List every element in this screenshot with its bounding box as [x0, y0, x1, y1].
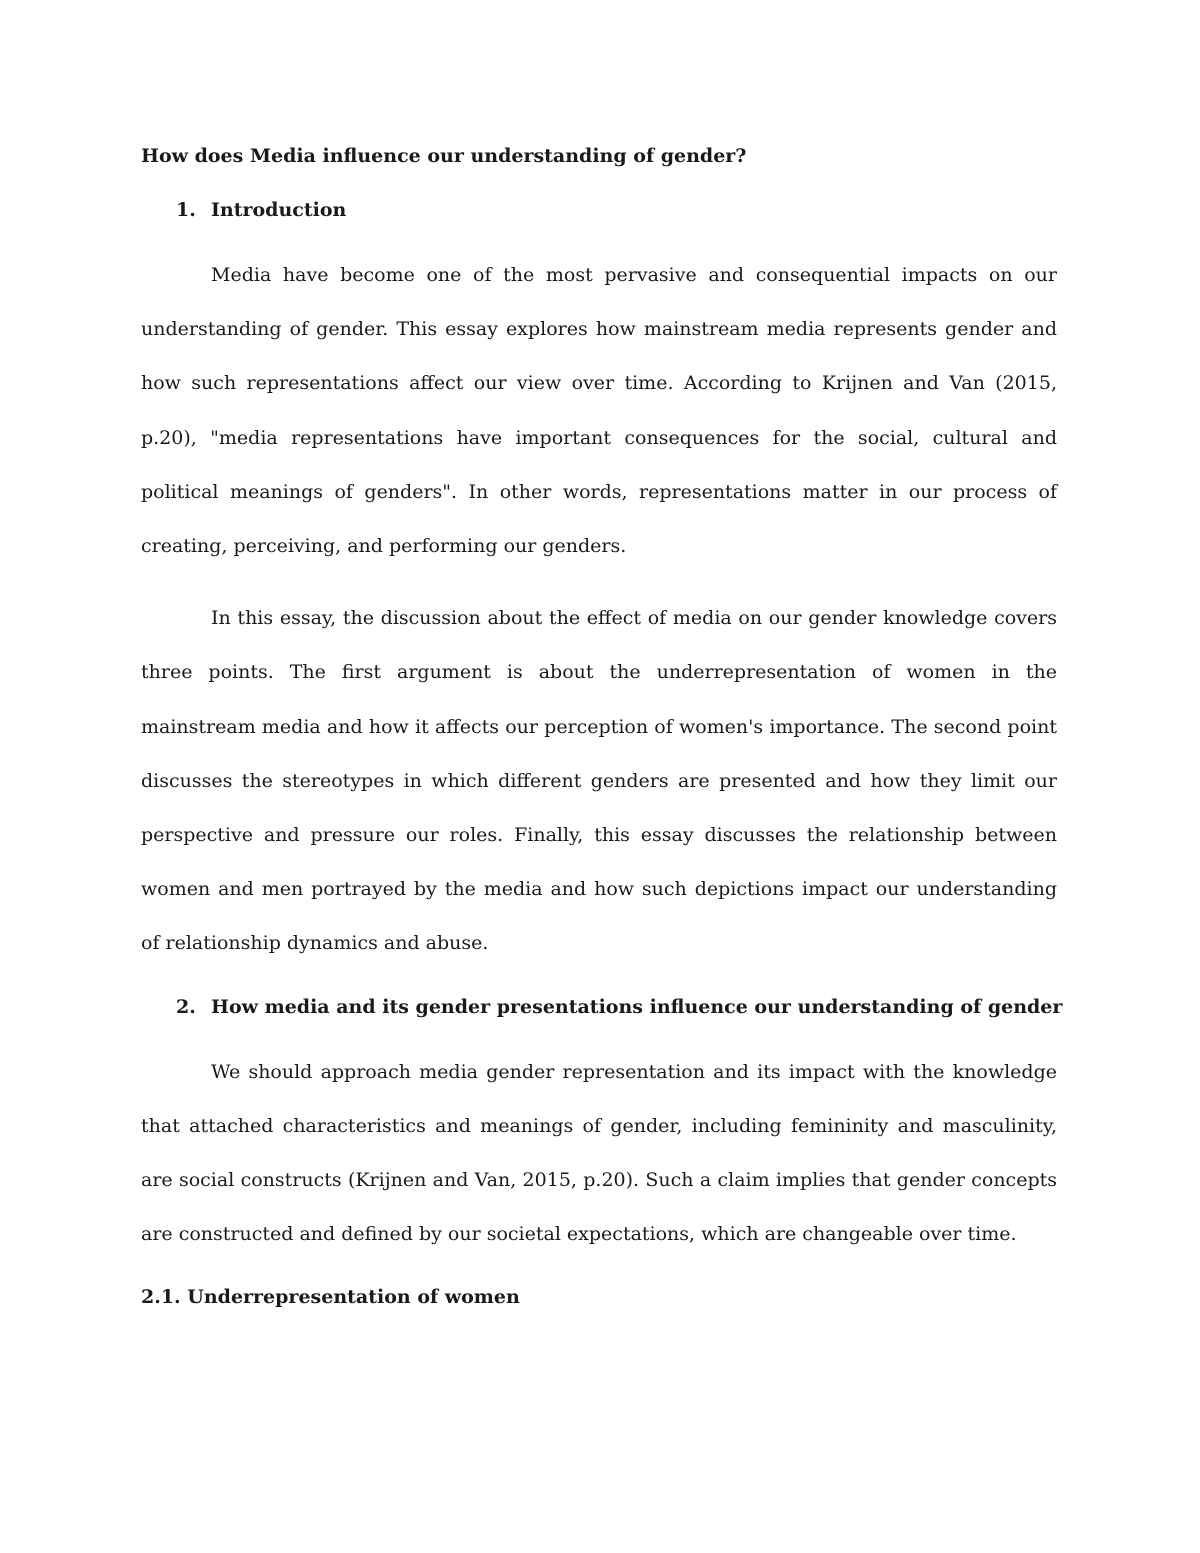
section-heading-media-gender	[141, 989, 1063, 1025]
document-page	[141, 138, 1063, 1315]
paragraph: Media have become one of the most pervasive and consequential impacts on our understanding of gender. This essay explores how mainstream media represents gender and how such representations affect our view over time. According to Krijnen and Van (2015, p.20), "media representations have important consequences for the social, cultural and political meanings of genders". In other words, representations matter in our process of creating, perceiving, and performing our genders.	[141, 264, 1057, 558]
section-number: 2.	[176, 995, 196, 1018]
section-heading-introduction	[141, 192, 1057, 228]
subsection-heading: 2.1. Underrepresentation of women	[141, 1286, 520, 1309]
section-number: 1.	[176, 199, 196, 221]
paragraph: In this essay, the discussion about the effect of media on our gender knowledge covers three points. The first argument is about the underrepresentation of women in the mainstream media and how it affects our perception of women's importance. The second point discusses the stereotypes in which different genders are presented and how they limit our perspective and pressure our roles. Finally, this essay discusses the relationship between women and men portrayed by the media and how such depictions impact our understanding of relationship dynamics and abuse.	[141, 607, 1057, 955]
paragraph: We should approach media gender representation and its impact with the knowledge that attached characteristics and meanings of gender, including femininity and masculinity, are social constructs (Krijnen and Van, 2015, p.20). Such a claim implies that gender concepts are constructed and defined by our societal expectations, which are changeable over time.	[141, 1060, 1057, 1246]
section-heading-text: How media and its gender presentations influence our understanding of gender	[211, 995, 1063, 1018]
section-heading-text: Introduction	[211, 199, 347, 221]
document-title: How does Media influence our understanding of gender?	[141, 145, 747, 167]
